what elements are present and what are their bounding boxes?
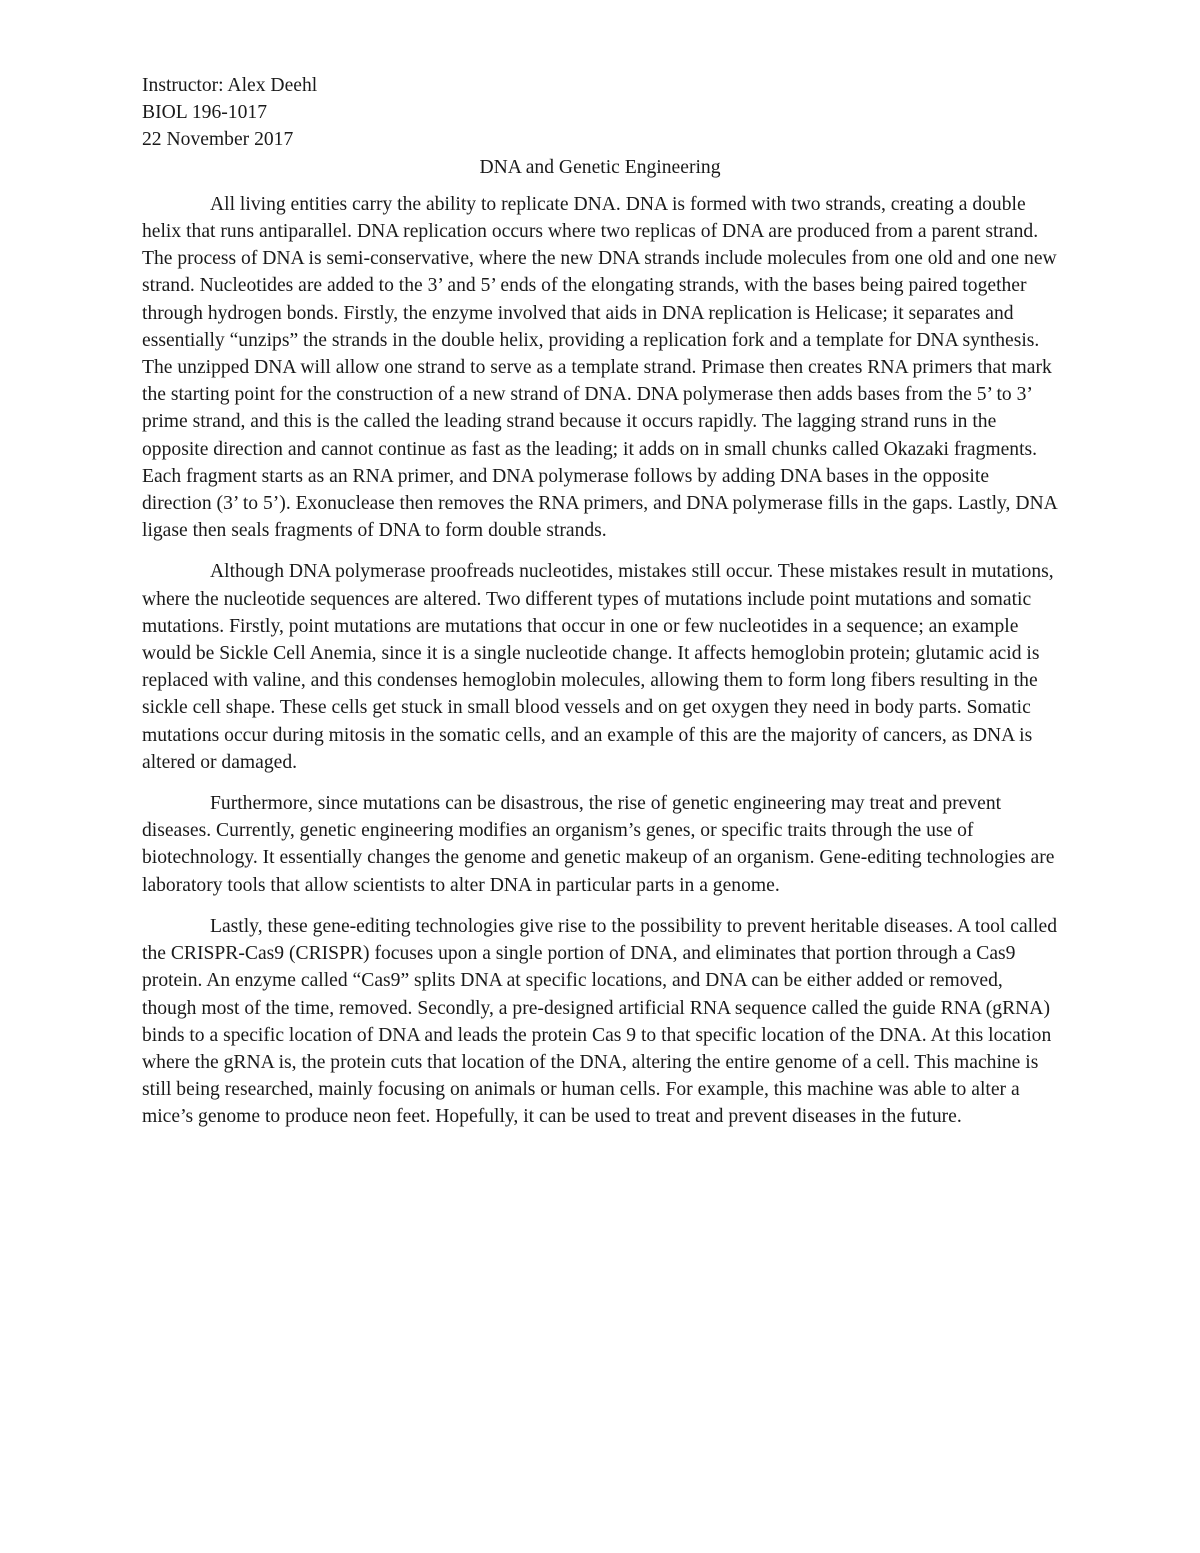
- paragraph-genetic-engineering: Furthermore, since mutations can be disastrous, the rise of genetic engineering may treat and prevent diseases. Currently, genetic engineering modifies an organism’s genes, or specific traits through the use of biotechnology. It essentially changes the genome and genetic makeup of an organism. Gene-editing technologies are laboratory tools that allow scientists to alter DNA in particular parts in a genome.: [142, 793, 1055, 896]
- essay-title: DNA and Genetic Engineering: [479, 156, 721, 178]
- paragraph-crispr: Lastly, these gene-editing technologies give rise to the possibility to prevent heritable diseases. A tool called the CRISPR-Cas9 (CRISPR) focuses upon a single portion of DNA, and eliminates that portion through a Cas9 protein. An enzyme called “Cas9” splits DNA at specific locations, and DNA can be either added or removed, though most of the time, removed. Secondly, a pre-designed artificial RNA sequence called the guide RNA (gRNA) binds to a specific location of DNA and leads the protein Cas 9 to that specific location of the DNA. At this location where the gRNA is, the protein cuts that location of the DNA, altering the entire genome of a cell. This machine is still being researched, mainly focusing on animals or human cells. For example, this machine was able to alter a mice’s genome to produce neon feet. Hopefully, it can be used to treat and prevent diseases in the future.: [142, 915, 1058, 1128]
- course-line: BIOL 196-1017: [142, 102, 267, 124]
- document-body: [142, 72, 1058, 1131]
- paragraph-dna-replication: All living entities carry the ability to replicate DNA. DNA is formed with two strands, creating a double helix that runs antiparallel. DNA replication occurs where two replicas of DNA are produced from a parent strand. The process of DNA is semi-conservative, where the new DNA strands include molecules from one old and one new strand. Nucleotides are added to the 3’ and 5’ ends of the elongating strands, with the bases being paired together through hydrogen bonds. Firstly, the enzyme involved that aids in DNA replication is Helicase; it separates and essentially “unzips” the strands in the double helix, providing a replication fork and a template for DNA synthesis. The unzipped DNA will allow one strand to serve as a template strand. Primase then creates RNA primers that mark the starting point for the construction of a new strand of DNA. DNA polymerase then adds bases from the 5’ to 3’ prime strand, and this is the called the leading strand because it occurs rapidly. The lagging strand runs in the opposite direction and cannot continue as fast as the leading; it adds on in small chunks called Okazaki fragments. Each fragment starts as an RNA primer, and DNA polymerase follows by adding DNA bases in the opposite direction (3’ to 5’). Exonuclease then removes the RNA primers, and DNA polymerase fills in the gaps. Lastly, DNA ligase then seals fragments of DNA to form double strands.: [142, 193, 1057, 542]
- date-line: 22 November 2017: [142, 129, 294, 151]
- instructor-line: Instructor: Alex Deehl: [142, 75, 318, 96]
- paragraph-mutations: Although DNA polymerase proofreads nucleotides, mistakes still occur. These mistakes result in mutations, where the nucleotide sequences are altered. Two different types of mutations include point mutations and somatic mutations. Firstly, point mutations are mutations that occur in one or few nucleotides in a sequence; an example would be Sickle Cell Anemia, since it is a single nucleotide change. It affects hemoglobin protein; glutamic acid is replaced with valine, and this condenses hemoglobin molecules, allowing them to form long fibers resulting in the sickle cell shape. These cells get stuck in small blood vessels and on get oxygen they need in body parts. Somatic mutations occur during mitosis in the somatic cells, and an example of this are the majority of cancers, as DNA is altered or damaged.: [142, 561, 1054, 773]
